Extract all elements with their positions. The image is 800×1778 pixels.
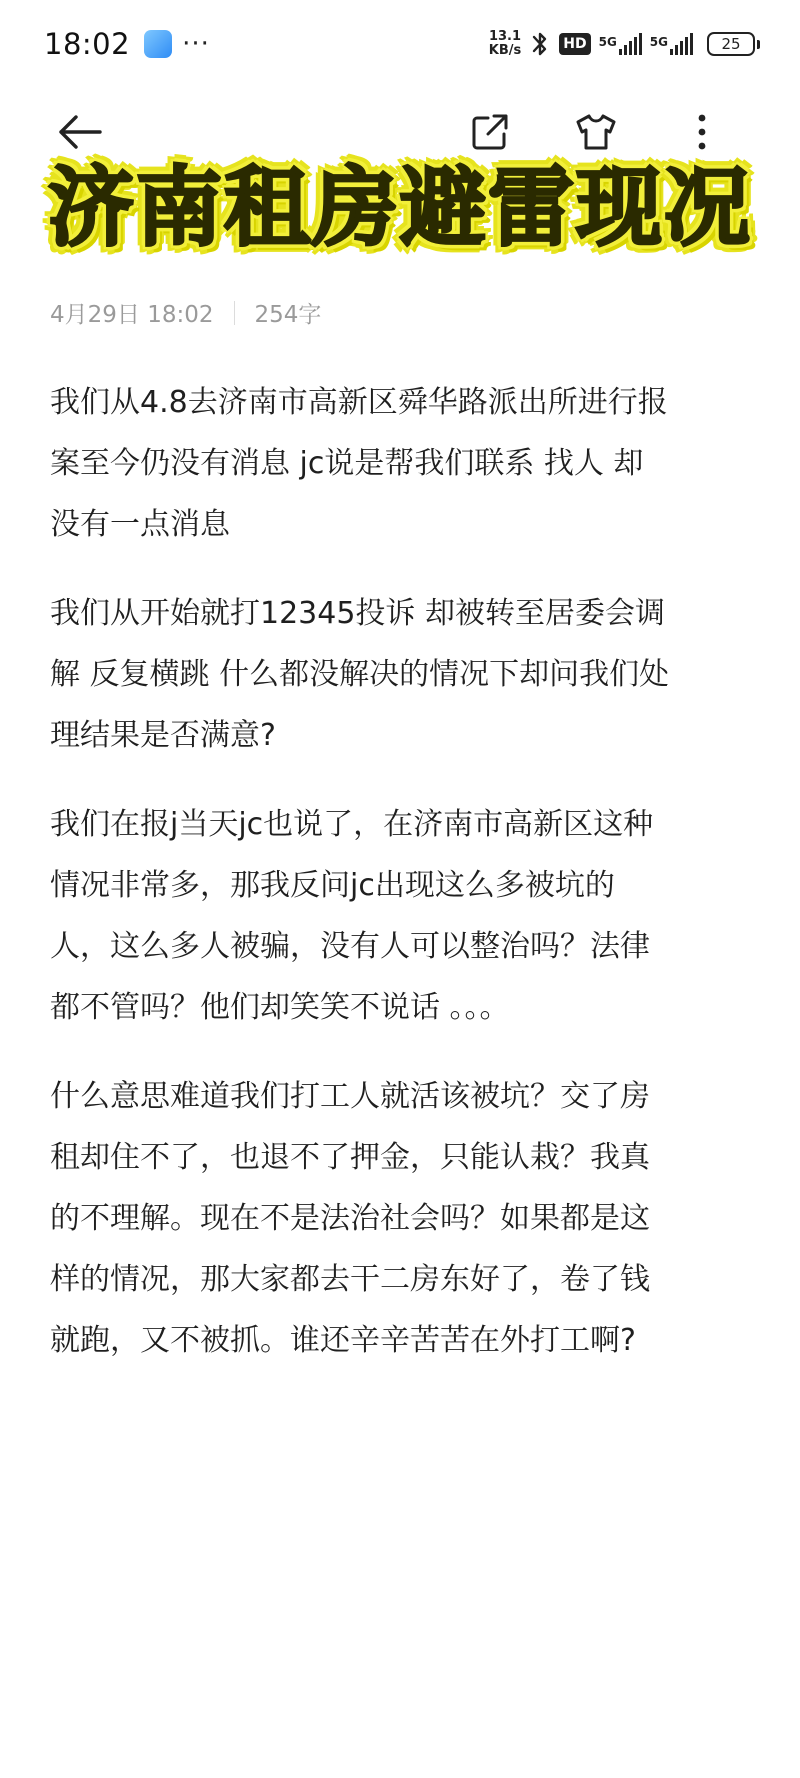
text-line: 我们从开始就打12345投诉 却被转至居委会调 (50, 596, 665, 631)
meta-divider (234, 301, 235, 325)
network-speed (489, 30, 521, 58)
more-vertical-icon (696, 112, 708, 152)
banner-title: 济南租房避雷现况 (48, 158, 752, 258)
text-line: 什么意思难道我们打工人就活该被坑？交了房 (50, 1079, 650, 1114)
paragraph (50, 372, 750, 555)
battery-icon (707, 32, 760, 56)
text-line: 案至今仍没有消息 jc说是帮我们联系 找人 却 (50, 446, 644, 481)
status-indicators (489, 29, 760, 59)
text-line: 我们从4.8去济南市高新区舜华路派出所进行报 (50, 385, 668, 420)
note-meta (50, 296, 321, 329)
note-body[interactable] (50, 372, 750, 1399)
share-external-icon (470, 112, 510, 152)
note-date: 4月29日 18:02 (50, 302, 214, 328)
sim1-signal-icon (599, 33, 642, 55)
network-speed-unit: KB/s (488, 43, 522, 58)
back-button[interactable] (56, 108, 104, 156)
sim2-network-label: 5G (649, 35, 668, 49)
status-time: 18:02 (44, 27, 131, 61)
text-line: 情况非常多，那我反问jc出现这么多被坑的 (50, 868, 615, 903)
tshirt-icon (574, 112, 618, 152)
network-speed-value: 13.1 (488, 29, 522, 44)
text-line: 都不管吗？他们却笑笑不说话 。。。 (50, 990, 510, 1025)
text-line: 的不理解。现在不是法治社会吗？如果都是这 (50, 1201, 650, 1236)
more-notifications-icon: ··· (182, 29, 210, 59)
paragraph (50, 1066, 750, 1371)
text-line: 人，这么多人被骗，没有人可以整治吗？法律 (50, 929, 650, 964)
more-options-button[interactable] (678, 108, 726, 156)
battery-level: 25 (707, 32, 755, 56)
text-line: 理结果是否满意? (50, 718, 276, 753)
theme-button[interactable] (572, 108, 620, 156)
paragraph (50, 583, 750, 766)
bluetooth-icon (529, 29, 551, 59)
text-line: 我们在报j当天jc也说了，在济南市高新区这种 (50, 807, 654, 842)
arrow-left-icon (56, 112, 104, 152)
share-button[interactable] (466, 108, 514, 156)
text-line: 租却住不了，也退不了押金，只能认栽？我真 (50, 1140, 650, 1175)
sim1-network-label: 5G (598, 35, 617, 49)
sim2-signal-icon (650, 33, 693, 55)
text-line: 样的情况，那大家都去干二房东好了，卷了钱 (50, 1262, 650, 1297)
text-line: 没有一点消息 (50, 507, 230, 542)
app-notification-icon (144, 30, 172, 58)
hd-voice-badge: HD (559, 33, 590, 55)
text-line: 就跑，又不被抓。谁还辛辛苦苦在外打工啊? (50, 1323, 636, 1358)
word-count: 254字 (254, 302, 322, 328)
paragraph (50, 794, 750, 1038)
status-bar (0, 0, 800, 88)
text-line: 解 反复横跳 什么都没解决的情况下却问我们处 (50, 657, 670, 692)
